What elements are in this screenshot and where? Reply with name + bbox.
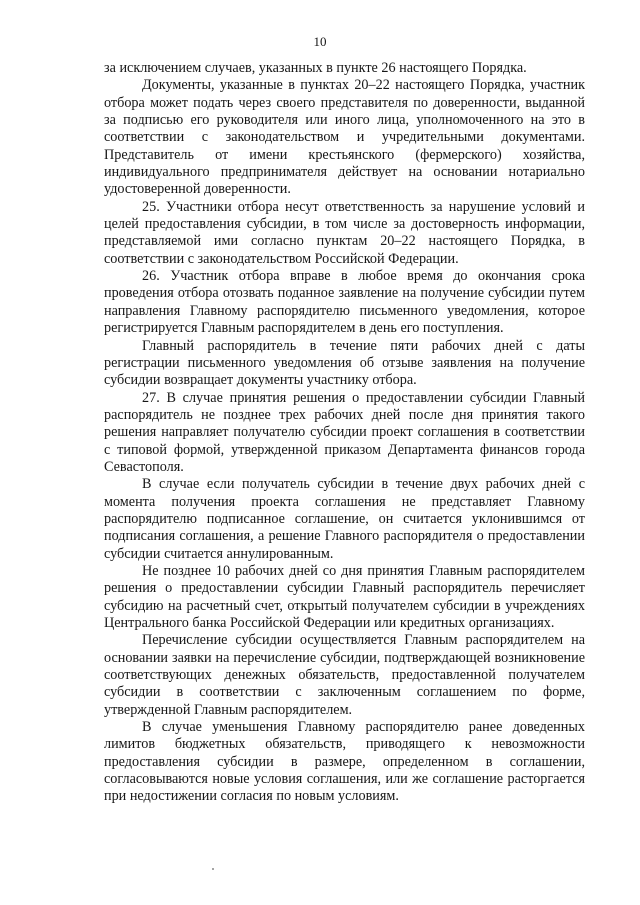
paragraph: Перечисление субсидии осуществляется Главным распорядителем на основании заявки на перечисление субсидии, подтверждающей возникновение соответствующих денежных обязательств, предоставленной получателем субсидии в соответствии с заключенным соглашением по форме, утвержденной Главным распорядителем.: [104, 632, 585, 718]
scan-speck: [212, 868, 214, 870]
paragraph: В случае если получатель субсидии в течение двух рабочих дней с момента получения проекта соглашения не представляет Главному распорядителю подписанное соглашение, он считается уклонившимся от подписания соглашения, а решение Главного распорядителя о предоставлении субсидии считается аннулированным.: [104, 476, 585, 562]
paragraph: 27. В случае принятия решения о предоставлении субсидии Главный распорядитель не позднее трех рабочих дней после дня принятия такого решения направляет получателю субсидии проект соглашения в соответствии с типовой формой, утвержденной приказом Департамента финансов города Севастополя.: [104, 389, 585, 475]
page-number: 10: [313, 34, 327, 49]
paragraph: Главный распорядитель в течение пяти рабочих дней с даты регистрации письменного уведомления об отзыве заявления на получение субсидии возвращает документы участнику отбора.: [104, 337, 585, 389]
paragraph: 25. Участники отбора несут ответственность за нарушение условий и целей предоставления субсидии, в том числе за достоверность информации, представляемой ими согласно пунктам 20–22 настоящего Порядка, в соответствии с законодательством Российской Федерации.: [104, 198, 585, 267]
paragraph: Не позднее 10 рабочих дней со дня принятия Главным распорядителем решения о предоставлении субсидии Главный распорядитель перечисляет субсидию на расчетный счет, открытый получателем субсидии в учреждениях Центрального банка Российской Федерации или кредитных организациях.: [104, 562, 585, 631]
paragraph: Документы, указанные в пунктах 20–22 настоящего Порядка, участник отбора может подать через своего представителя по доверенности, выданной за подписью его руководителя или иного лица, уполномоченного на это в соответствии с законодательством и учредительными документами. Представитель от имени крестьянского (фермерского) хозяйства, индивидуального предпринимателя действует на основании нотариально удостоверенной доверенности.: [104, 77, 585, 198]
paragraph: за исключением случаев, указанных в пункте 26 настоящего Порядка.: [104, 60, 527, 76]
paragraph: В случае уменьшения Главному распорядителю ранее доведенных лимитов бюджетных обязательств, приводящего к невозможности предоставления субсидии в размере, определенном в соглашении, согласовываются новые условия соглашения, или же соглашение расторгается при недостижении согласия по новым условиям.: [104, 719, 585, 805]
document-body: [104, 60, 585, 806]
paragraph: 26. Участник отбора вправе в любое время до окончания срока проведения отбора отозвать поданное заявление на получение субсидии путем направления Главному распорядителю письменного уведомления, которое регистрируется Главным распорядителем в день его поступления.: [104, 268, 585, 337]
